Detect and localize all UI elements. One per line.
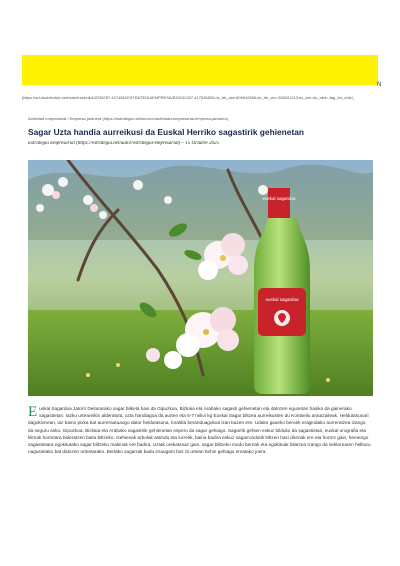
article-body <box>28 405 371 455</box>
article-byline[interactable]: Estrategia Empresarial (https://estrategia.net/autor/estrategia-empresarial) – 15 Octubre 2025 <box>28 141 219 146</box>
ad-edge-letter: N <box>377 82 382 88</box>
ad-banner[interactable] <box>22 55 378 85</box>
article-headline: Sagar Uzta handia aurreikusi da Euskal Herriko sagastirik gehienetan <box>28 127 305 137</box>
ad-tracking-link[interactable]: [https://ad.doubleclick.net/ddm/trackclk/N2238787.4274561ESTRATEGIAEMPRESA/B33242437.417536826;dc_trk_aid=609642665;dc_trk_cid=205831213;dc_lat=;dc_rdid=;tag_for_child_ <box>22 95 355 100</box>
bottle-label-text: euskal sagardoa <box>265 297 299 302</box>
bottle-neck-label: euskal sagardoa <box>262 196 296 201</box>
hero-image <box>28 160 373 396</box>
dropcap: E <box>28 404 38 420</box>
apple-blossom-cider-photo <box>28 160 373 396</box>
article-text: uskal Sagardoa Jatorri Deiturarako sagar bilketa hasi da Gipuzkoa, Bizkaia eta Arabako sagasti gehienetan eta datozen egunetan hasiko da gainerako sagastietan. Iazko urteareikin alderatuta, uzta handiagoa da aurten eta 6-7 milioi kg Euskal Sagar biltzea aurreikusten du Kontseilu arautzaileak. Heldutasunari dagokionean, iaz baino pixka bat aurrerautuaogo dator heldutasuna, loraldia beranduagokoa izan bazen ere. Udako gaueko beroek eragindako aurreratzea izango da seguru asko. Gipuzkoa, Bizkaia eta Arabako sagastirik gehienetan espero da sagar gehiago. Sagarrik gehien eskuz bilduko da sagastietan, euskal orografia eta klimak horretara bideratzen baitu biltzeko. Gehienak arbolak astindu eta lurretik, baina badira eskuz sagarrondotik biltzen hasi direnak ere eta horrez gain, hemengo sagastietara egokitutako sagar biltzeko makinak ere badira. Uztak orekatzeaz gain, sagar biltzeko modu berriak eta egokituak bilatzea izango da sektorearen helburu nagusietako bat datozen urteetarako. Bertako sagarrak badu ezaugarri bat: bi urtean behin gehiago ematako joera. <box>28 406 371 455</box>
breadcrumb[interactable]: Actividad empresarial / Empresa jarduera (https://estrategia.net/seccion/actividad-empresarial-empresa-jarduera) <box>28 116 229 121</box>
